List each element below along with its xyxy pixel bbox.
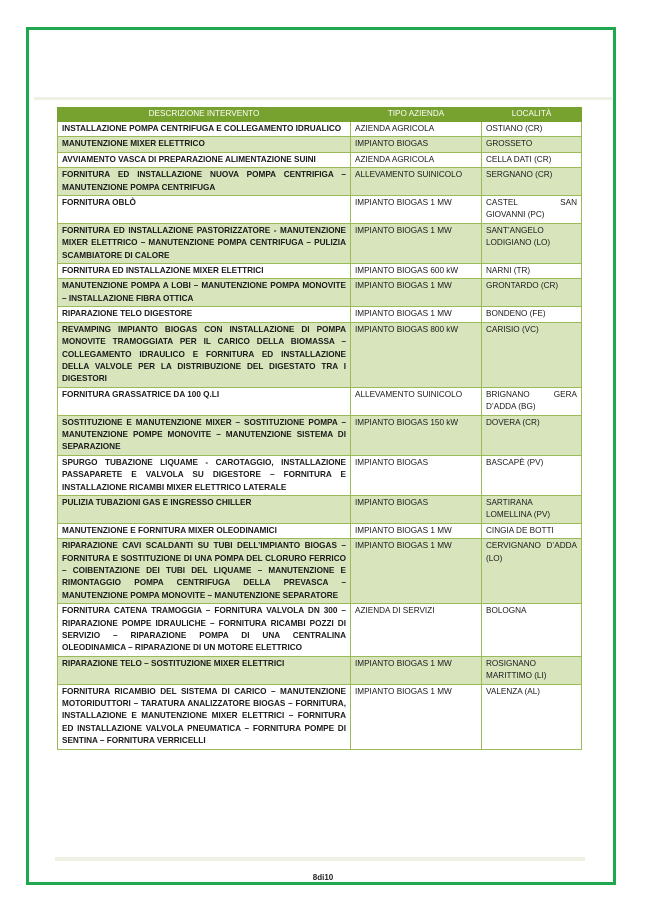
column-header-company-type: TIPO AZIENDA xyxy=(351,108,482,122)
intervention-description-cell: MANUTENZIONE POMPA A LOBI – MANUTENZIONE POMPA MONOVITE – INSTALLAZIONE FIBRA OTTICA xyxy=(58,279,351,307)
location-cell: OSTIANO (CR) xyxy=(482,122,582,137)
table-row xyxy=(58,684,582,749)
table-row xyxy=(58,196,582,224)
location-cell: CINGIA DE BOTTI xyxy=(482,523,582,538)
company-type-cell: IMPIANTO BIOGAS 1 MW xyxy=(351,196,482,224)
location-cell: CERVIGNANO D’ADDA (LO) xyxy=(482,539,582,604)
intervention-description-cell: RIPARAZIONE CAVI SCALDANTI SU TUBI DELL’IMPIANTO BIOGAS – FORNITURA E SOSTITUZIONE DI UNA POMPA DEL CLORURO FERRICO – COIBENTAZIONE DEI TUBI DEL LIQUAME – MANUTENZIONE E RIMONTAGGIO POMPA CENTRIFUGA DELLA PREVASCA – MANUTENZIONE POMPA MONOVITE – MANUTENZIONE SEPARATORE xyxy=(58,539,351,604)
table-row xyxy=(58,415,582,455)
company-type-cell: IMPIANTO BIOGAS 800 kW xyxy=(351,322,482,387)
intervention-description-cell: AVVIAMENTO VASCA DI PREPARAZIONE ALIMENTAZIONE SUINI xyxy=(58,152,351,167)
company-type-cell: ALLEVAMENTO SUINICOLO xyxy=(351,387,482,415)
location-cell: NARNI (TR) xyxy=(482,264,582,279)
intervention-description-cell: INSTALLAZIONE POMPA CENTRIFUGA E COLLEGAMENTO IDRUALICO xyxy=(58,122,351,137)
location-cell: CASTEL SAN GIOVANNI (PC) xyxy=(482,196,582,224)
location-cell: SARTIRANA LOMELLINA (PV) xyxy=(482,495,582,523)
intervention-description-cell: MANUTENZIONE E FORNITURA MIXER OLEODINAMICI xyxy=(58,523,351,538)
intervention-description-cell: SPURGO TUBAZIONE LIQUAME - CAROTAGGIO, INSTALLAZIONE PASSAPARETE E VALVOLA SU DIGESTORE – FORNITURA E INSTALLAZIONE RICAMBI MIXER ELETTRICO LATERALE xyxy=(58,455,351,495)
table-row xyxy=(58,455,582,495)
company-type-cell: IMPIANTO BIOGAS xyxy=(351,455,482,495)
table-row xyxy=(58,168,582,196)
company-type-cell: AZIENDA DI SERVIZI xyxy=(351,604,482,657)
intervention-description-cell: FORNITURA CATENA TRAMOGGIA – FORNITURA VALVOLA DN 300 – RIPARAZIONE POMPE IDRAULICHE – FORNITURA RICAMBI POZZI DI SERVIZIO – RIPARAZIONE POMPA DI UNA CENTRALINA OLEODINAMICA – RIPARAZIONE DI UN MOTORE ELETTRICO xyxy=(58,604,351,657)
company-type-cell: IMPIANTO BIOGAS 1 MW xyxy=(351,279,482,307)
location-cell: GRONTARDO (CR) xyxy=(482,279,582,307)
company-type-cell: ALLEVAMENTO SUINICOLO xyxy=(351,168,482,196)
column-header-location: LOCALITÀ xyxy=(482,108,582,122)
table-row xyxy=(58,137,582,152)
table-row xyxy=(58,152,582,167)
location-cell: BONDENO (FE) xyxy=(482,307,582,322)
column-header-description: DESCRIZIONE INTERVENTO xyxy=(58,108,351,122)
location-cell: CELLA DATI (CR) xyxy=(482,152,582,167)
table-header-row xyxy=(58,108,582,122)
header-rule xyxy=(34,97,612,100)
intervention-description-cell: MANUTENZIONE MIXER ELETTRICO xyxy=(58,137,351,152)
intervention-description-cell: FORNITURA ED INSTALLAZIONE MIXER ELETTRICI xyxy=(58,264,351,279)
location-cell: CARISIO (VC) xyxy=(482,322,582,387)
table-row xyxy=(58,387,582,415)
table-row xyxy=(58,122,582,137)
company-type-cell: IMPIANTO BIOGAS 1 MW xyxy=(351,307,482,322)
location-cell: BASCAPÈ (PV) xyxy=(482,455,582,495)
company-type-cell: IMPIANTO BIOGAS xyxy=(351,137,482,152)
intervention-description-cell: PULIZIA TUBAZIONI GAS E INGRESSO CHILLER xyxy=(58,495,351,523)
intervention-description-cell: FORNITURA ED INSTALLAZIONE PASTORIZZATORE - MANUTENZIONE MIXER ELETTRICO – MANUTENZIONE POMPA CENTRIFUGA – PULIZIA SCAMBIATORE DI CALORE xyxy=(58,223,351,263)
table-row xyxy=(58,264,582,279)
company-type-cell: IMPIANTO BIOGAS xyxy=(351,495,482,523)
table-row xyxy=(58,604,582,657)
table-row xyxy=(58,307,582,322)
location-cell: SANT’ANGELO LODIGIANO (LO) xyxy=(482,223,582,263)
intervention-description-cell: SOSTITUZIONE E MANUTENZIONE MIXER – SOSTITUZIONE POMPA – MANUTENZIONE POMPE MONOVITE – MANUTENZIONE SISTEMA DI SEPARAZIONE xyxy=(58,415,351,455)
table-row xyxy=(58,279,582,307)
table-row xyxy=(58,656,582,684)
table-body xyxy=(58,122,582,750)
location-cell: BOLOGNA xyxy=(482,604,582,657)
location-cell: GROSSETO xyxy=(482,137,582,152)
company-type-cell: IMPIANTO BIOGAS 150 kW xyxy=(351,415,482,455)
company-type-cell: IMPIANTO BIOGAS 1 MW xyxy=(351,656,482,684)
intervention-description-cell: RIPARAZIONE TELO DIGESTORE xyxy=(58,307,351,322)
company-type-cell: IMPIANTO BIOGAS 1 MW xyxy=(351,523,482,538)
table-row xyxy=(58,322,582,387)
intervention-description-cell: REVAMPING IMPIANTO BIOGAS CON INSTALLAZIONE DI POMPA MONOVITE TRAMOGGIATA PER IL CARICO DELLA BIOMASSA – COLLEGAMENTO IDRAULICO E FORNITURA ED INSTALLAZIONE DELLA VALVOLE PER LA DISTRIBUZIONE DEL DIGESTATO TRA I DIGESTORI xyxy=(58,322,351,387)
table-row xyxy=(58,539,582,604)
location-cell: VALENZA (AL) xyxy=(482,684,582,749)
intervention-description-cell: RIPARAZIONE TELO – SOSTITUZIONE MIXER ELETTRICI xyxy=(58,656,351,684)
company-type-cell: IMPIANTO BIOGAS 1 MW xyxy=(351,223,482,263)
intervention-description-cell: FORNITURA ED INSTALLAZIONE NUOVA POMPA CENTRIFIGA – MANUTENZIONE POMPA CENTRIFUGA xyxy=(58,168,351,196)
footer-rule xyxy=(55,857,585,861)
company-type-cell: AZIENDA AGRICOLA xyxy=(351,122,482,137)
table-row xyxy=(58,223,582,263)
location-cell: DOVERA (CR) xyxy=(482,415,582,455)
company-type-cell: IMPIANTO BIOGAS 1 MW xyxy=(351,539,482,604)
location-cell: ROSIGNANO MARITTIMO (LI) xyxy=(482,656,582,684)
company-type-cell: IMPIANTO BIOGAS 1 MW xyxy=(351,684,482,749)
company-type-cell: IMPIANTO BIOGAS 600 kW xyxy=(351,264,482,279)
location-cell: BRIGNANO GERA D’ADDA (BG) xyxy=(482,387,582,415)
page-number: 8di10 xyxy=(312,873,334,882)
intervention-description-cell: FORNITURA RICAMBIO DEL SISTEMA DI CARICO – MANUTENZIONE MOTORIDUTTORI – TARATURA ANALIZZATORE BIOGAS – FORNITURA, INSTALLAZIONE E MANUTENZIONE MIXER ELETTRICI – FORNITURA ED INSTALLAZIONE VALVOLA PNEUMATICA – FORNITURA POMPE DI SENTINA – FORNITURA VERRICELLI xyxy=(58,684,351,749)
intervention-description-cell: FORNITURA GRASSATRICE DA 100 Q.LI xyxy=(58,387,351,415)
location-cell: SERGNANO (CR) xyxy=(482,168,582,196)
table-row xyxy=(58,523,582,538)
interventions-table xyxy=(57,107,582,750)
table-row xyxy=(58,495,582,523)
company-type-cell: AZIENDA AGRICOLA xyxy=(351,152,482,167)
intervention-description-cell: FORNITURA OBLÒ xyxy=(58,196,351,224)
